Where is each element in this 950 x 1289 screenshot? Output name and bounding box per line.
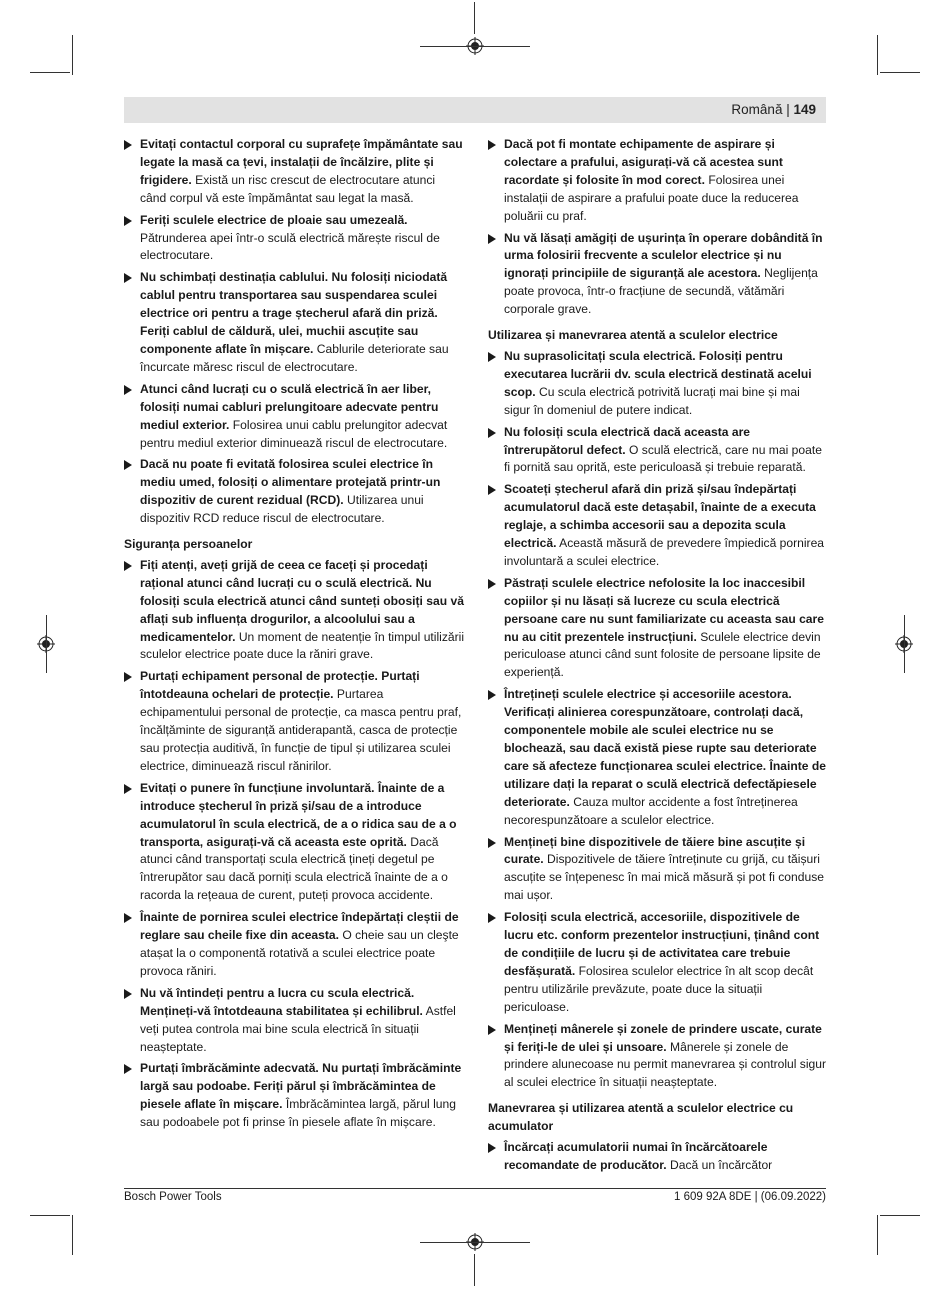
instruction-explanation: Această măsură de prevedere împiedică pornirea involuntară a sculei electrice.: [504, 536, 825, 568]
instruction-explanation: Purtarea echipamentului personal de protecție, ca masca pentru praf, încălțăminte de siguranță antiderapantă, casca de protecție sau protecția auditivă, în funcție de tipul și utilizarea sculei electrice, diminuează riscul rănirilor.: [140, 687, 462, 773]
crop-mark: [877, 35, 878, 75]
safety-instruction: [124, 1060, 464, 1132]
page-number: 149: [793, 102, 816, 117]
instruction-explanation: Folosirea unei instalații de aspirare a prafului poate duce la reducerea poluării cu praf.: [504, 172, 799, 223]
crop-mark: [420, 1242, 530, 1243]
page-header: [124, 97, 826, 123]
crop-mark: [72, 35, 73, 75]
instruction-bold-text: Scoateți ștecherul afară din priză și/sau îndepărtați acumulatorul dacă este detașabil, înainte de a executa reglaje, a schimba accesorii sau a depozita scula electrică.: [504, 482, 816, 551]
crop-mark: [877, 1215, 878, 1255]
bullet-triangle-icon: [488, 485, 496, 495]
safety-instruction: [488, 136, 828, 226]
instruction-bold-text: Evitați o punere în funcțiune involuntară. Înainte de a introduce ștecherul în priză și/sau de a introduce acumulatorul în scula electrică, de a o ridica sau de a o transporta, asigurați-vă că aceasta este oprită.: [140, 780, 457, 849]
safety-instruction: [124, 381, 464, 453]
bullet-triangle-icon: [124, 385, 132, 395]
instruction-explanation: Folosirea sculelor electrice în alt scop decât pentru utilizările prevăzute, poate duce la situații periculoase.: [504, 963, 814, 1014]
bullet-triangle-icon: [488, 428, 496, 438]
crop-mark: [30, 72, 70, 73]
footer-brand: Bosch Power Tools: [124, 1191, 222, 1203]
crop-mark: [904, 615, 905, 673]
left-column: [124, 136, 464, 1136]
safety-instruction: [124, 668, 464, 775]
safety-instruction: [488, 424, 828, 478]
safety-instruction: [488, 348, 828, 420]
instruction-explanation: Cu scula electrică potrivită lucrați mai bine și mai sigur în domeniul de putere indicat.: [504, 384, 800, 417]
bullet-triangle-icon: [124, 913, 132, 923]
safety-instruction: [488, 686, 828, 829]
safety-instruction: [488, 481, 828, 571]
instruction-explanation: O cheie sau un cleşte atașat la o componentă rotativă a sculei electrice poate provoca răniri.: [140, 928, 459, 978]
bullet-triangle-icon: [488, 579, 496, 589]
instruction-explanation: Există un risc crescut de electrocutare atunci când corpul vă este împământat sau legat la masă.: [140, 172, 436, 205]
crop-mark: [880, 72, 920, 73]
instruction-bold-text: Nu folosiți scula electrică dacă aceasta are întrerupătorul defect.: [504, 424, 751, 457]
bullet-triangle-icon: [488, 352, 496, 362]
bullet-triangle-icon: [488, 1025, 496, 1035]
safety-instruction: [488, 575, 828, 682]
bullet-triangle-icon: [488, 140, 496, 150]
crop-mark: [880, 1215, 920, 1216]
instruction-bold-text: Nu suprasolicitați scula electrică. Folosiți pentru executarea lucrării dv. scula electrică destinată acelui scop.: [504, 348, 812, 399]
instruction-bold-text: Feriți sculele electrice de ploaie sau umezeală.: [140, 212, 408, 227]
crop-mark: [72, 1215, 73, 1255]
instruction-bold-text: Purtați îmbrăcăminte adecvată. Nu purtați îmbrăcăminte largă sau podoabe. Feriți părul și îmbrăcămintea de piesele aflate în mișcare.: [140, 1061, 462, 1112]
instruction-explanation: Folosirea unui cablu prelungitor adecvat pentru mediul exterior diminuează riscul de electrocutare.: [140, 417, 448, 450]
bullet-triangle-icon: [488, 234, 496, 244]
bullet-triangle-icon: [124, 672, 132, 682]
instruction-bold-text: Folosiți scula electrică, accesoriile, dispozitivele de lucru etc. conform prezentelor instrucțiuni, ținând cont de condițiile de lucru și de activitatea care trebuie desfășurată.: [504, 910, 820, 978]
instruction-explanation: Pătrunderea apei într-o sculă electrică mărește riscul de electrocutare.: [140, 230, 440, 263]
bullet-triangle-icon: [488, 1143, 496, 1153]
instruction-bold-text: Dacă nu poate fi evitată folosirea sculei electrice în mediu umed, folosiți o alimentare protejată printr-un dispozitiv de curent rezidual (RCD).: [140, 457, 441, 508]
bullet-triangle-icon: [488, 838, 496, 848]
section-heading: Siguranța persoanelor: [124, 537, 253, 552]
instruction-explanation: Dispozitivele de tăiere întreținute cu grijă, cu tăișuri ascuțite se înțepenesc în mai mică măsură și pot fi conduse mai ușor.: [504, 852, 824, 903]
instruction-explanation: O sculă electrică, care nu mai poate fi pornită sau oprită, este periculoasă și trebuie reparată.: [504, 442, 822, 475]
instruction-bold-text: Atunci când lucrați cu o sculă electrică în aer liber, folosiți numai cabluri prelungitoare adecvate pentru mediul exterior.: [140, 381, 439, 432]
safety-instruction: [124, 985, 464, 1057]
instruction-bold-text: Întrețineți sculele electrice și accesoriile acestora. Verificați alinierea corespunzătoare, controlați dacă, componentele mobile ale sculei electrice nu se blochează, sau dacă există piese rupte sau deteriorate care să afecteze funcționarea sculei electrice. Înainte de utilizare dați la reparat o sculă electrică defectăpiesele deteriorate.: [504, 687, 826, 809]
instruction-bold-text: Fiți atenți, aveți grijă de ceea ce faceți și procedați rațional atunci când lucrați cu o sculă electrică. Nu folosiți scula electrică atunci când sunteți obosiți sau vă aflați sub influența drogurilor, a alcoolului sau a medicamentelor.: [140, 557, 464, 644]
instruction-bold-text: Purtați echipament personal de protecție. Purtați întotdeauna ochelari de protecție.: [140, 669, 420, 702]
instruction-explanation: Dacă atunci când transportați scula electrică țineți degetul pe întrerupător sau dacă porniți scula electrică înainte de a o racorda la rețeaua de curent, puteți provoca accidente.: [140, 834, 448, 903]
safety-instruction: [124, 456, 464, 528]
instruction-bold-text: Mențineți bine dispozitivele de tăiere bine ascuțite și curate.: [504, 834, 806, 867]
bullet-triangle-icon: [124, 216, 132, 226]
bullet-triangle-icon: [124, 784, 132, 794]
safety-instruction: [488, 909, 828, 1016]
footer-divider: [124, 1188, 826, 1189]
section-heading: Manevrarea și utilizarea atentă a sculelor electrice cu acumulator: [488, 1101, 794, 1134]
instruction-explanation: Un moment de neatenție în timpul utilizării sculelor electrice poate duce la răniri grave.: [140, 629, 465, 662]
instruction-explanation: Dacă un încărcător: [670, 1157, 773, 1172]
instruction-bold-text: Nu schimbați destinația cablului. Nu folosiți niciodată cablul pentru transportarea sau suspendarea sculei electrice ori pentru a trage ștecherul afară din priză. Feriți cablul de căldură, ulei, muchii ascuțite sau componente aflate în mișcare.: [140, 270, 448, 356]
safety-instruction: [124, 557, 464, 664]
instruction-explanation: Mânerele și zonele de prindere alunecoase nu permit manevrarea și controlul sigur al sculei electrice în situații neașteptate.: [504, 1039, 826, 1090]
safety-instruction: [124, 136, 464, 208]
instruction-bold-text: Dacă pot fi montate echipamente de aspirare și colectare a prafului, asigurați-vă că acestea sunt racordate și folosite în mod corect.: [504, 137, 783, 187]
instruction-bold-text: Evitați contactul corporal cu suprafețe împământate sau legate la masă ca țevi, instalații de încălzire, plite și frigidere.: [140, 137, 463, 187]
crop-mark: [474, 2, 475, 34]
section-heading: Utilizarea și manevrarea atentă a sculelor electrice: [488, 328, 778, 343]
right-column: [488, 136, 828, 1179]
crop-mark: [474, 1254, 475, 1286]
bullet-triangle-icon: [488, 913, 496, 923]
instruction-bold-text: Mențineți mânerele și zonele de prindere uscate, curate și feriți-le de ulei și unsoare.: [504, 1021, 822, 1054]
bullet-triangle-icon: [124, 1064, 132, 1074]
bullet-triangle-icon: [124, 140, 132, 150]
instruction-explanation: Îmbrăcămintea largă, părul lung sau podoabele pot fi prinse în piesele aflate în mișcare.: [140, 1097, 456, 1130]
page-header-text: Română | 149: [731, 102, 816, 117]
bullet-triangle-icon: [124, 561, 132, 571]
safety-instruction: [488, 230, 828, 320]
footer-doc-id: 1 609 92A 8DE | (06.09.2022): [674, 1191, 826, 1203]
crop-mark: [420, 46, 530, 47]
crop-mark: [46, 615, 47, 673]
instruction-explanation: Cablurile deteriorate sau încurcate măresc riscul de electrocutare.: [140, 341, 449, 374]
safety-instruction: [124, 212, 464, 266]
safety-instruction: [488, 1021, 828, 1093]
instruction-explanation: Cauza multor accidente a fost întreținerea necorespunzătoare a sculelor electrice.: [504, 794, 798, 827]
safety-instruction: [124, 909, 464, 981]
instruction-bold-text: Încărcați acumulatorii numai în încărcătoarele recomandate de producător.: [504, 1140, 768, 1172]
safety-instruction: [124, 269, 464, 376]
crop-mark: [30, 1215, 70, 1216]
bullet-triangle-icon: [124, 460, 132, 470]
bullet-triangle-icon: [124, 273, 132, 283]
instruction-explanation: Astfel veți putea controla mai bine scula electrică în situații neașteptate.: [140, 1003, 456, 1054]
instruction-bold-text: Înainte de pornirea sculei electrice îndepărtați cleștii de reglare sau cheile fixe din aceasta.: [140, 910, 459, 943]
safety-instruction: [488, 1139, 828, 1175]
instruction-explanation: Sculele electrice devin periculoase atunci când sunt folosite de persoane lipsite de experiență.: [504, 629, 821, 680]
instruction-bold-text: Nu vă lăsați amăgiți de ușurința în operare dobândită în urma folosirii frecvente a sculelor electrice și nu ignorați principiile de siguranță ale acestora.: [504, 230, 823, 281]
instruction-bold-text: Păstrați sculele electrice nefolosite la loc inaccesibil copiilor și nu lăsați să lucreze cu scula electrică persoane care nu sunt familiarizate cu aceasta sau care nu au citit prezentele instrucțiuni.: [504, 575, 824, 644]
instruction-bold-text: Nu vă întindeți pentru a lucra cu scula electrică. Mențineți-vă întotdeauna stabilitatea și echilibrul.: [140, 985, 423, 1018]
language-label: Română: [731, 102, 783, 117]
safety-instruction: [488, 834, 828, 906]
instruction-explanation: Utilizarea unui dispozitiv RCD reduce riscul de electrocutare.: [140, 493, 424, 526]
safety-instruction: [124, 780, 464, 905]
bullet-triangle-icon: [124, 989, 132, 999]
bullet-triangle-icon: [488, 690, 496, 700]
instruction-explanation: Neglijența poate provoca, într-o fracțiune de secundă, vătămări corporale grave.: [504, 266, 818, 317]
